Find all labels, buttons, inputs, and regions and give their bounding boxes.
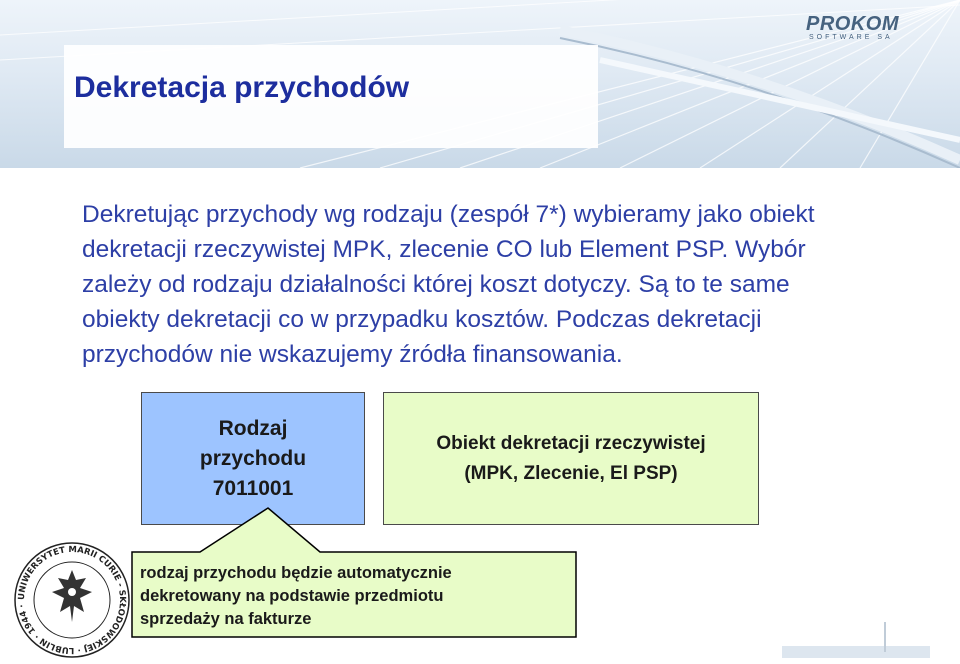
revenue-type-account: 7011001 (212, 476, 294, 500)
decorative-footer-tick (884, 622, 886, 652)
prokom-logo: PROKOM (806, 13, 899, 35)
callout-line-1: rodzaj przychodu będzie automatycznie (140, 564, 452, 582)
callout-line-2: dekretowany na podstawie przedmiotu (140, 587, 444, 605)
revenue-type-line-1: Rodzaj (218, 416, 288, 440)
posting-object-line-1: Obiekt dekretacji rzeczywistej (436, 432, 706, 454)
decorative-footer-bar (782, 646, 930, 658)
prokom-logo-tagline: SOFTWARE SA (809, 34, 893, 41)
posting-object-line-2: (MPK, Zlecenie, El PSP) (464, 462, 678, 484)
page-title: Dekretacja przychodów (74, 71, 410, 104)
revenue-type-line-2: przychodu (199, 446, 307, 470)
callout-text (140, 562, 570, 631)
body-paragraph: Dekretując przychody wg rodzaju (zespół 7*) wybieramy jako obiekt dekretacji rzeczywistej MPK, zlecenie CO lub Element PSP. Wybór zależy od rodzaju działalności której koszt dotyczy. Są to te same obiekty dekretacji co w przypadku kosztów. Podczas dekretacji przychodów nie wskazujemy źródła finansowania. (82, 201, 815, 368)
callout-line-3: sprzedaży na fakturze (140, 610, 312, 628)
university-seal-icon (12, 540, 132, 660)
seal-inscription: UNIWERSYTET MARII CURIE - SKŁODOWSKIEJ · LUBLIN · 1944 · (16, 544, 128, 656)
